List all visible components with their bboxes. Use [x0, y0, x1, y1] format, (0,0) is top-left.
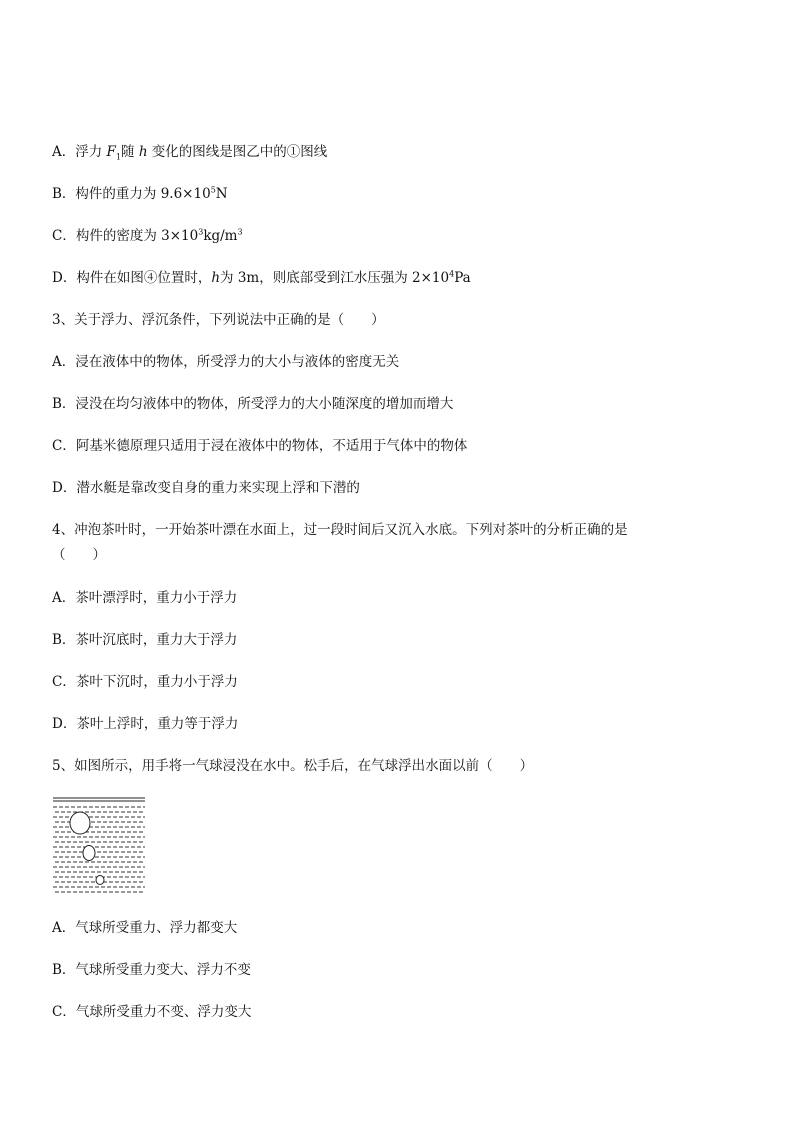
question-3-option-d: D．潜水艇是靠改变自身的重力来实现上浮和下潜的 [52, 480, 360, 496]
question-5-option-a: A．气球所受重力、浮力都变大 [52, 920, 238, 936]
option-letter: B [52, 186, 62, 202]
question-4-stem-cont: （ ） [52, 547, 106, 563]
option-text: ．构件的重力为 9.6×10 [61, 186, 211, 202]
question-4-option-b: B．茶叶沉底时，重力大于浮力 [52, 632, 238, 648]
option-text: Pa [454, 270, 471, 286]
math-symbol: F [106, 144, 116, 160]
option-text: kg/m [203, 228, 238, 244]
option-letter: C [52, 228, 63, 244]
question-3-option-b: B．浸没在均匀液体中的物体，所受浮力的大小随深度的增加而增大 [52, 396, 454, 412]
question-5-option-b: B．气球所受重力变大、浮力不变 [52, 962, 251, 978]
prev-option-a [52, 143, 327, 161]
option-text: ．构件的密度为 3×10 [62, 228, 199, 244]
option-text: 变化的图线是图乙中的①图线 [147, 144, 328, 160]
question-3-stem: 3、关于浮力、浮沉条件，下列说法中正确的是（ ） [52, 312, 385, 328]
option-text: 随 [121, 144, 139, 160]
question-5-option-c: C．气球所受重力不变、浮力变大 [52, 1004, 252, 1020]
balloon-large [70, 812, 90, 834]
balloon-medium [83, 846, 95, 861]
option-letter: D [52, 270, 63, 286]
prev-option-c [52, 227, 243, 245]
math-symbol: h [211, 270, 221, 286]
question-5-stem: 5、如图所示，用手将一气球浸没在水中。松手后，在气球浮出水面以前（ ） [52, 758, 534, 774]
superscript: 3 [237, 227, 243, 237]
option-text: ．构件在如图④位置时， [62, 270, 212, 286]
balloon-water-figure [53, 797, 145, 895]
superscript: 5 [210, 185, 216, 195]
question-4-option-d: D．茶叶上浮时，重力等于浮力 [52, 716, 239, 732]
question-4-option-a: A．茶叶漂浮时，重力小于浮力 [52, 590, 238, 606]
question-3-option-a: A．浸在液体中的物体，所受浮力的大小与液体的密度无关 [52, 354, 400, 370]
question-3-option-c: C．阿基米德原理只适用于浸在液体中的物体，不适用于气体中的物体 [52, 438, 468, 454]
option-text: ．浮力 [61, 144, 107, 160]
option-text: N [215, 186, 228, 202]
question-4-option-c: C．茶叶下沉时，重力小于浮力 [52, 674, 238, 690]
option-letter: A [52, 144, 62, 160]
prev-option-b [52, 185, 228, 203]
prev-option-d [52, 269, 471, 287]
math-symbol: h [138, 144, 148, 160]
question-4-stem: 4、冲泡茶叶时，一开始茶叶漂在水面上，过一段时间后又沉入水底。下列对茶叶的分析正确的是 [52, 522, 628, 538]
water-surface-lines [53, 798, 145, 801]
balloon-small [96, 876, 104, 885]
water-diagram [53, 797, 145, 895]
superscript: 3 [198, 227, 204, 237]
subscript: 1 [115, 152, 122, 162]
superscript: 4 [449, 269, 455, 279]
option-text: 为 3m，则底部受到江水压强为 2×10 [220, 270, 450, 286]
